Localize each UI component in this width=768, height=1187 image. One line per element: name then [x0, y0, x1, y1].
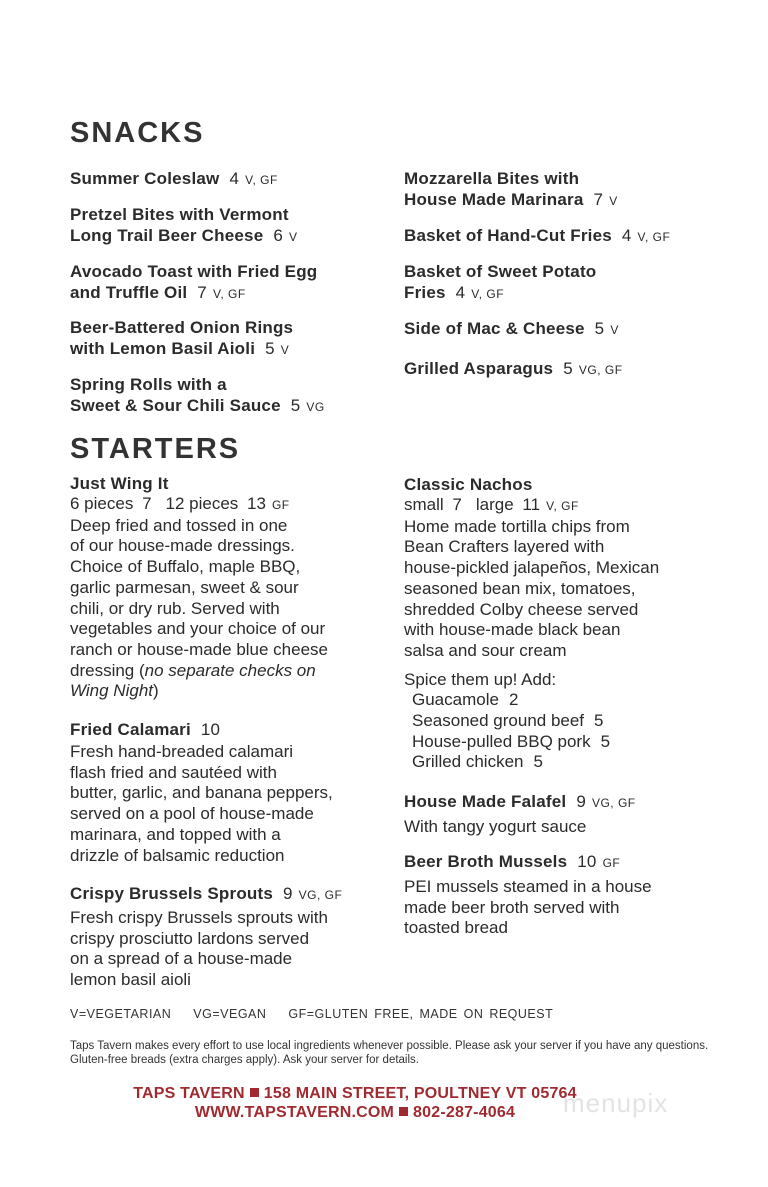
item-name: Fries	[404, 283, 446, 302]
item-tags: V	[289, 230, 298, 244]
item-price: 9	[283, 884, 293, 903]
description-line: lemon basil aioli	[70, 970, 191, 990]
item-name-line	[404, 318, 734, 341]
item-tags: GF	[602, 856, 621, 870]
item-name: Crispy Brussels Sprouts	[70, 884, 273, 903]
item-name-line	[404, 282, 734, 305]
item-name: Spring Rolls with a	[70, 375, 227, 394]
description-line: served on a pool of house-made	[70, 804, 314, 824]
snack-item	[70, 168, 400, 191]
description-line: drizzle of balsamic reduction	[70, 845, 285, 865]
item-description	[404, 817, 734, 838]
item-tags: V, GF	[471, 287, 505, 301]
item-name: Basket of Sweet Potato	[404, 262, 597, 281]
description-line: ranch or house-made blue cheese	[70, 639, 328, 659]
item-tags: V, GF	[212, 287, 246, 301]
addon-name: Guacamole	[412, 690, 499, 710]
item-name: Mozzarella Bites with	[404, 169, 580, 188]
item-name: Sweet & Sour Chili Sauce	[70, 396, 281, 415]
item-description	[70, 908, 400, 991]
item-name-line	[70, 317, 400, 338]
item-price: 4	[455, 283, 466, 302]
menu-item-classic-nachos	[404, 474, 734, 773]
snack-item	[404, 358, 734, 381]
description-line: flash fried and sautéed with	[70, 762, 277, 782]
menu-item-fried-calamari	[70, 719, 400, 866]
item-price: 6	[273, 226, 284, 245]
item-name: House Made Falafel	[404, 792, 567, 811]
item-tags: VG, GF	[578, 363, 623, 377]
item-name: Grilled Asparagus	[404, 359, 554, 378]
item-price: 9	[576, 792, 586, 811]
description-line: vegetables and your choice of our	[70, 619, 326, 639]
item-tags: V	[610, 323, 619, 337]
description-line: Deep fried and tossed in one	[70, 515, 288, 535]
addons-title: Spice them up! Add:	[404, 669, 557, 689]
item-name: with Lemon Basil Aioli	[70, 339, 256, 358]
item-name-line	[70, 225, 400, 248]
item-name: Summer Coleslaw	[70, 169, 220, 188]
item-description	[70, 742, 400, 866]
addon-name: Seasoned ground beef	[412, 711, 585, 731]
menu-item-house-made-falafel	[404, 791, 734, 838]
item-name: and Truffle Oil	[70, 283, 188, 302]
item-name-line	[404, 261, 734, 282]
item-name: Basket of Hand-Cut Fries	[404, 226, 612, 245]
addons-list	[404, 690, 734, 773]
item-name: Pretzel Bites with Vermont	[70, 205, 289, 224]
item-tags: V, GF	[637, 230, 671, 244]
item-price: 5	[290, 396, 301, 415]
item-name-line	[70, 282, 400, 305]
item-name-line	[70, 204, 400, 225]
description-line: house-pickled jalapeños, Mexican	[404, 558, 660, 578]
description-line: salsa and sour cream	[404, 640, 567, 660]
item-tags: VG, GF	[298, 888, 343, 902]
description-line: With tangy yogurt sauce	[404, 817, 587, 836]
legend-gluten-free: GF=GLUTEN FREE, MADE ON REQUEST	[288, 1007, 554, 1021]
item-name: Fried Calamari	[70, 720, 191, 739]
addon-price: 5	[533, 752, 543, 772]
description-line: Fresh crispy Brussels sprouts with	[70, 908, 328, 927]
item-name-line	[70, 338, 400, 361]
description-line: chili, or dry rub. Served with	[70, 598, 280, 618]
item-tags: VG	[306, 400, 325, 414]
item-name: Avocado Toast with Fried Egg	[70, 262, 318, 281]
item-price: 5	[265, 339, 275, 358]
item-name-line	[404, 168, 734, 189]
description-line: Fresh hand-breaded calamari	[70, 742, 294, 761]
description-line: Choice of Buffalo, maple BBQ,	[70, 557, 301, 577]
description-line: of our house-made dressings.	[70, 536, 295, 556]
snack-item	[70, 317, 400, 361]
item-description	[404, 517, 734, 662]
item-name-line	[404, 225, 734, 248]
dietary-legend	[70, 1007, 569, 1021]
snack-item	[404, 225, 734, 248]
item-description	[70, 516, 400, 661]
legend-vegetarian: V=VEGETARIAN	[70, 1007, 172, 1021]
item-tags: VG, GF	[591, 796, 636, 810]
snack-item	[70, 261, 400, 305]
item-name: Side of Mac & Cheese	[404, 319, 585, 338]
menu-notes	[70, 1039, 710, 1067]
item-name: Beer-Battered Onion Rings	[70, 318, 294, 337]
addon-name: House-pulled BBQ pork	[412, 731, 591, 751]
item-name: Long Trail Beer Cheese	[70, 226, 264, 245]
description-line: crispy prosciutto lardons served	[70, 928, 310, 948]
item-price: 10	[200, 720, 221, 739]
item-name: Just Wing It	[70, 474, 169, 493]
description-line: marinara, and topped with a	[70, 824, 281, 844]
addon-price: 5	[594, 711, 604, 731]
item-name-line	[70, 261, 400, 282]
description-line: Bean Crafters layered with	[404, 537, 605, 557]
menu-item-just-wing-it: Just Wing It 6 pieces 7 12 pieces 13 GF Deep fried and tossed in one of our house-made dressings. Choice of Buffalo, maple BBQ, garlic parmesan, sweet & sour chili, or dry rub. Served with vegetables and your choice of our ranch or house-made blue cheese dressing (no separate checks on Wing Night)	[70, 473, 400, 702]
item-name-line	[70, 168, 400, 191]
snack-item	[70, 374, 400, 418]
square-bullet-icon	[399, 1107, 408, 1116]
addon-item	[404, 752, 734, 773]
item-tags: V	[609, 194, 618, 208]
item-price: 5	[563, 359, 573, 378]
item-name-line	[404, 358, 734, 381]
item-sizes: 6 pieces 7 12 pieces 13 GF	[70, 494, 290, 513]
local-ingredients-note: Taps Tavern makes every effort to use local ingredients whenever possible. Please ask your server if you have any questions.	[70, 1040, 709, 1052]
description-line: made beer broth served with	[404, 897, 620, 917]
website-link[interactable]: WWW.TAPSTAVERN.COM	[194, 1104, 395, 1121]
item-name-line	[404, 189, 734, 212]
gluten-free-note: Gluten-free breads (extra charges apply). Ask your server for details.	[70, 1054, 419, 1066]
phone-number: 802-287-4064	[413, 1104, 516, 1121]
item-price: 7	[197, 283, 207, 302]
starters-heading: STARTERS	[70, 433, 241, 465]
addon-price: 2	[508, 690, 519, 710]
snack-item	[70, 204, 400, 248]
description-line: seasoned bean mix, tomatoes,	[404, 578, 636, 598]
description-line: Home made tortilla chips from	[404, 516, 630, 536]
watermark-logo: menupix	[563, 1088, 669, 1118]
item-name-line	[70, 395, 400, 418]
item-name: Beer Broth Mussels	[404, 852, 568, 871]
snack-item	[404, 318, 734, 341]
item-tags: V, GF	[245, 173, 278, 187]
snack-item	[404, 261, 734, 305]
description-line: butter, garlic, and banana peppers,	[70, 783, 333, 803]
addon-item	[404, 690, 734, 711]
description-line: shredded Colby cheese served	[404, 599, 639, 619]
item-name: Classic Nachos	[404, 475, 533, 494]
item-price: 5	[594, 319, 605, 338]
item-description	[404, 877, 734, 939]
snack-item	[404, 168, 734, 212]
legend-vegan: VG=VEGAN	[193, 1007, 267, 1021]
description-line: toasted bread	[404, 918, 508, 938]
square-bullet-icon	[250, 1088, 259, 1097]
item-price: 10	[577, 852, 597, 871]
item-name: House Made Marinara	[404, 190, 584, 209]
addon-item	[404, 711, 734, 732]
description-line: garlic parmesan, sweet & sour	[70, 577, 299, 597]
description-line: on a spread of a house-made	[70, 949, 293, 969]
menu-item-crispy-brussels-sprouts	[70, 883, 400, 991]
item-sizes: small 7 large 11 V, GF	[404, 495, 579, 514]
item-price: 4	[621, 226, 632, 245]
menu-item-beer-broth-mussels	[404, 851, 734, 939]
item-name-line	[70, 374, 400, 395]
description-line: with house-made black bean	[404, 620, 621, 640]
item-price: 7	[593, 190, 604, 209]
addon-name: Grilled chicken	[412, 752, 524, 772]
addon-price: 5	[600, 731, 611, 751]
footer-address: TAPS TAVERN 158 MAIN STREET, POULTNEY VT 05764	[133, 1085, 577, 1102]
item-tags: V	[280, 343, 290, 357]
item-price: 4	[229, 169, 240, 188]
description-line: PEI mussels steamed in a house	[404, 877, 652, 896]
addon-item	[404, 732, 734, 753]
snacks-heading: SNACKS	[70, 117, 205, 149]
